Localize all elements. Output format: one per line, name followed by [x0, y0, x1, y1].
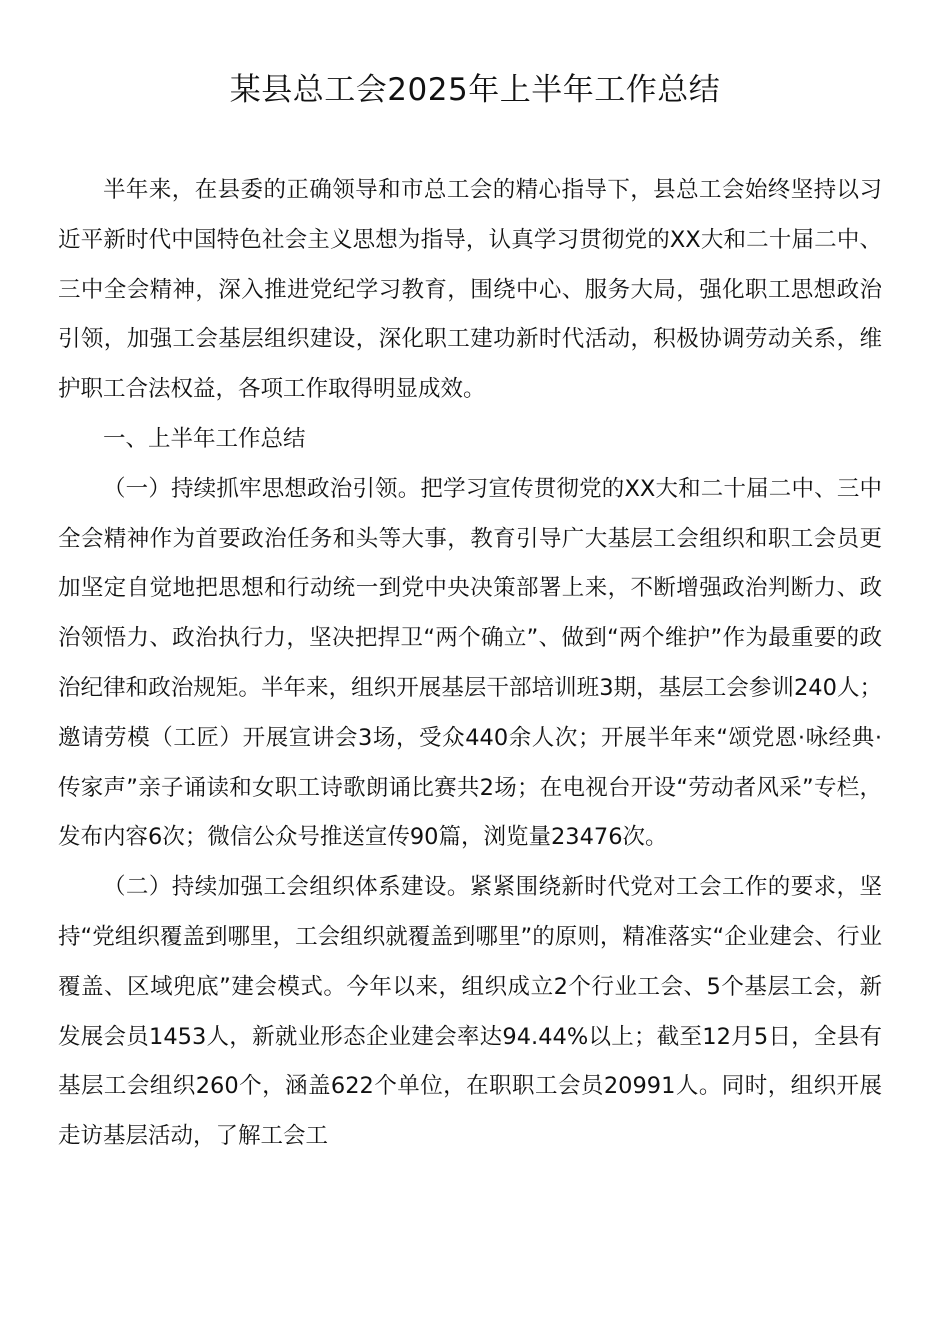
document-body	[58, 166, 882, 1162]
subsection-paragraph-1: （一）持续抓牢思想政治引领。把学习宣传贯彻党的XX大和二十届二中、三中全会精神作为首要政治任务和头等大事，教育引导广大基层工会组织和职工会员更加坚定自觉地把思想和行动统一到党中央决策部署上来，不断增强政治判断力、政治领悟力、政治执行力，坚决把捍卫“两个确立”、做到“两个维护”作为最重要的政治纪律和政治规矩。半年来，组织开展基层干部培训班3期，基层工会参训240人；邀请劳模（工匠）开展宣讲会3场，受众440余人次；开展半年来“颂党恩·咏经典·传家声”亲子诵读和女职工诗歌朗诵比赛共2场；在电视台开设“劳动者风采”专栏，发布内容6次；微信公众号推送宣传90篇，浏览量23476次。	[58, 475, 882, 851]
document-title: 某县总工会2025年上半年工作总结	[229, 72, 721, 108]
subsection-paragraph-2: （二）持续加强工会组织体系建设。紧紧围绕新时代党对工会工作的要求，坚持“党组织覆盖到哪里，工会组织就覆盖到哪里”的原则，精准落实“企业建会、行业覆盖、区域兜底”建会模式。今年以来，组织成立2个行业工会、5个基层工会，新发展会员1453人，新就业形态企业建会率达94.44%以上；截至12月5日，全县有基层工会组织260个，涵盖622个单位，在职职工会员20991人。同时，组织开展走访基层活动，了解工会工	[58, 874, 882, 1150]
intro-paragraph: 半年来，在县委的正确领导和市总工会的精心指导下，县总工会始终坚持以习近平新时代中国特色社会主义思想为指导，认真学习贯彻党的XX大和二十届二中、三中全会精神，深入推进党纪学习教育，围绕中心、服务大局，强化职工思想政治引领，加强工会基层组织建设，深化职工建功新时代活动，积极协调劳动关系，维护职工合法权益，各项工作取得明显成效。	[58, 177, 882, 403]
section-heading: 一、上半年工作总结	[103, 425, 306, 452]
